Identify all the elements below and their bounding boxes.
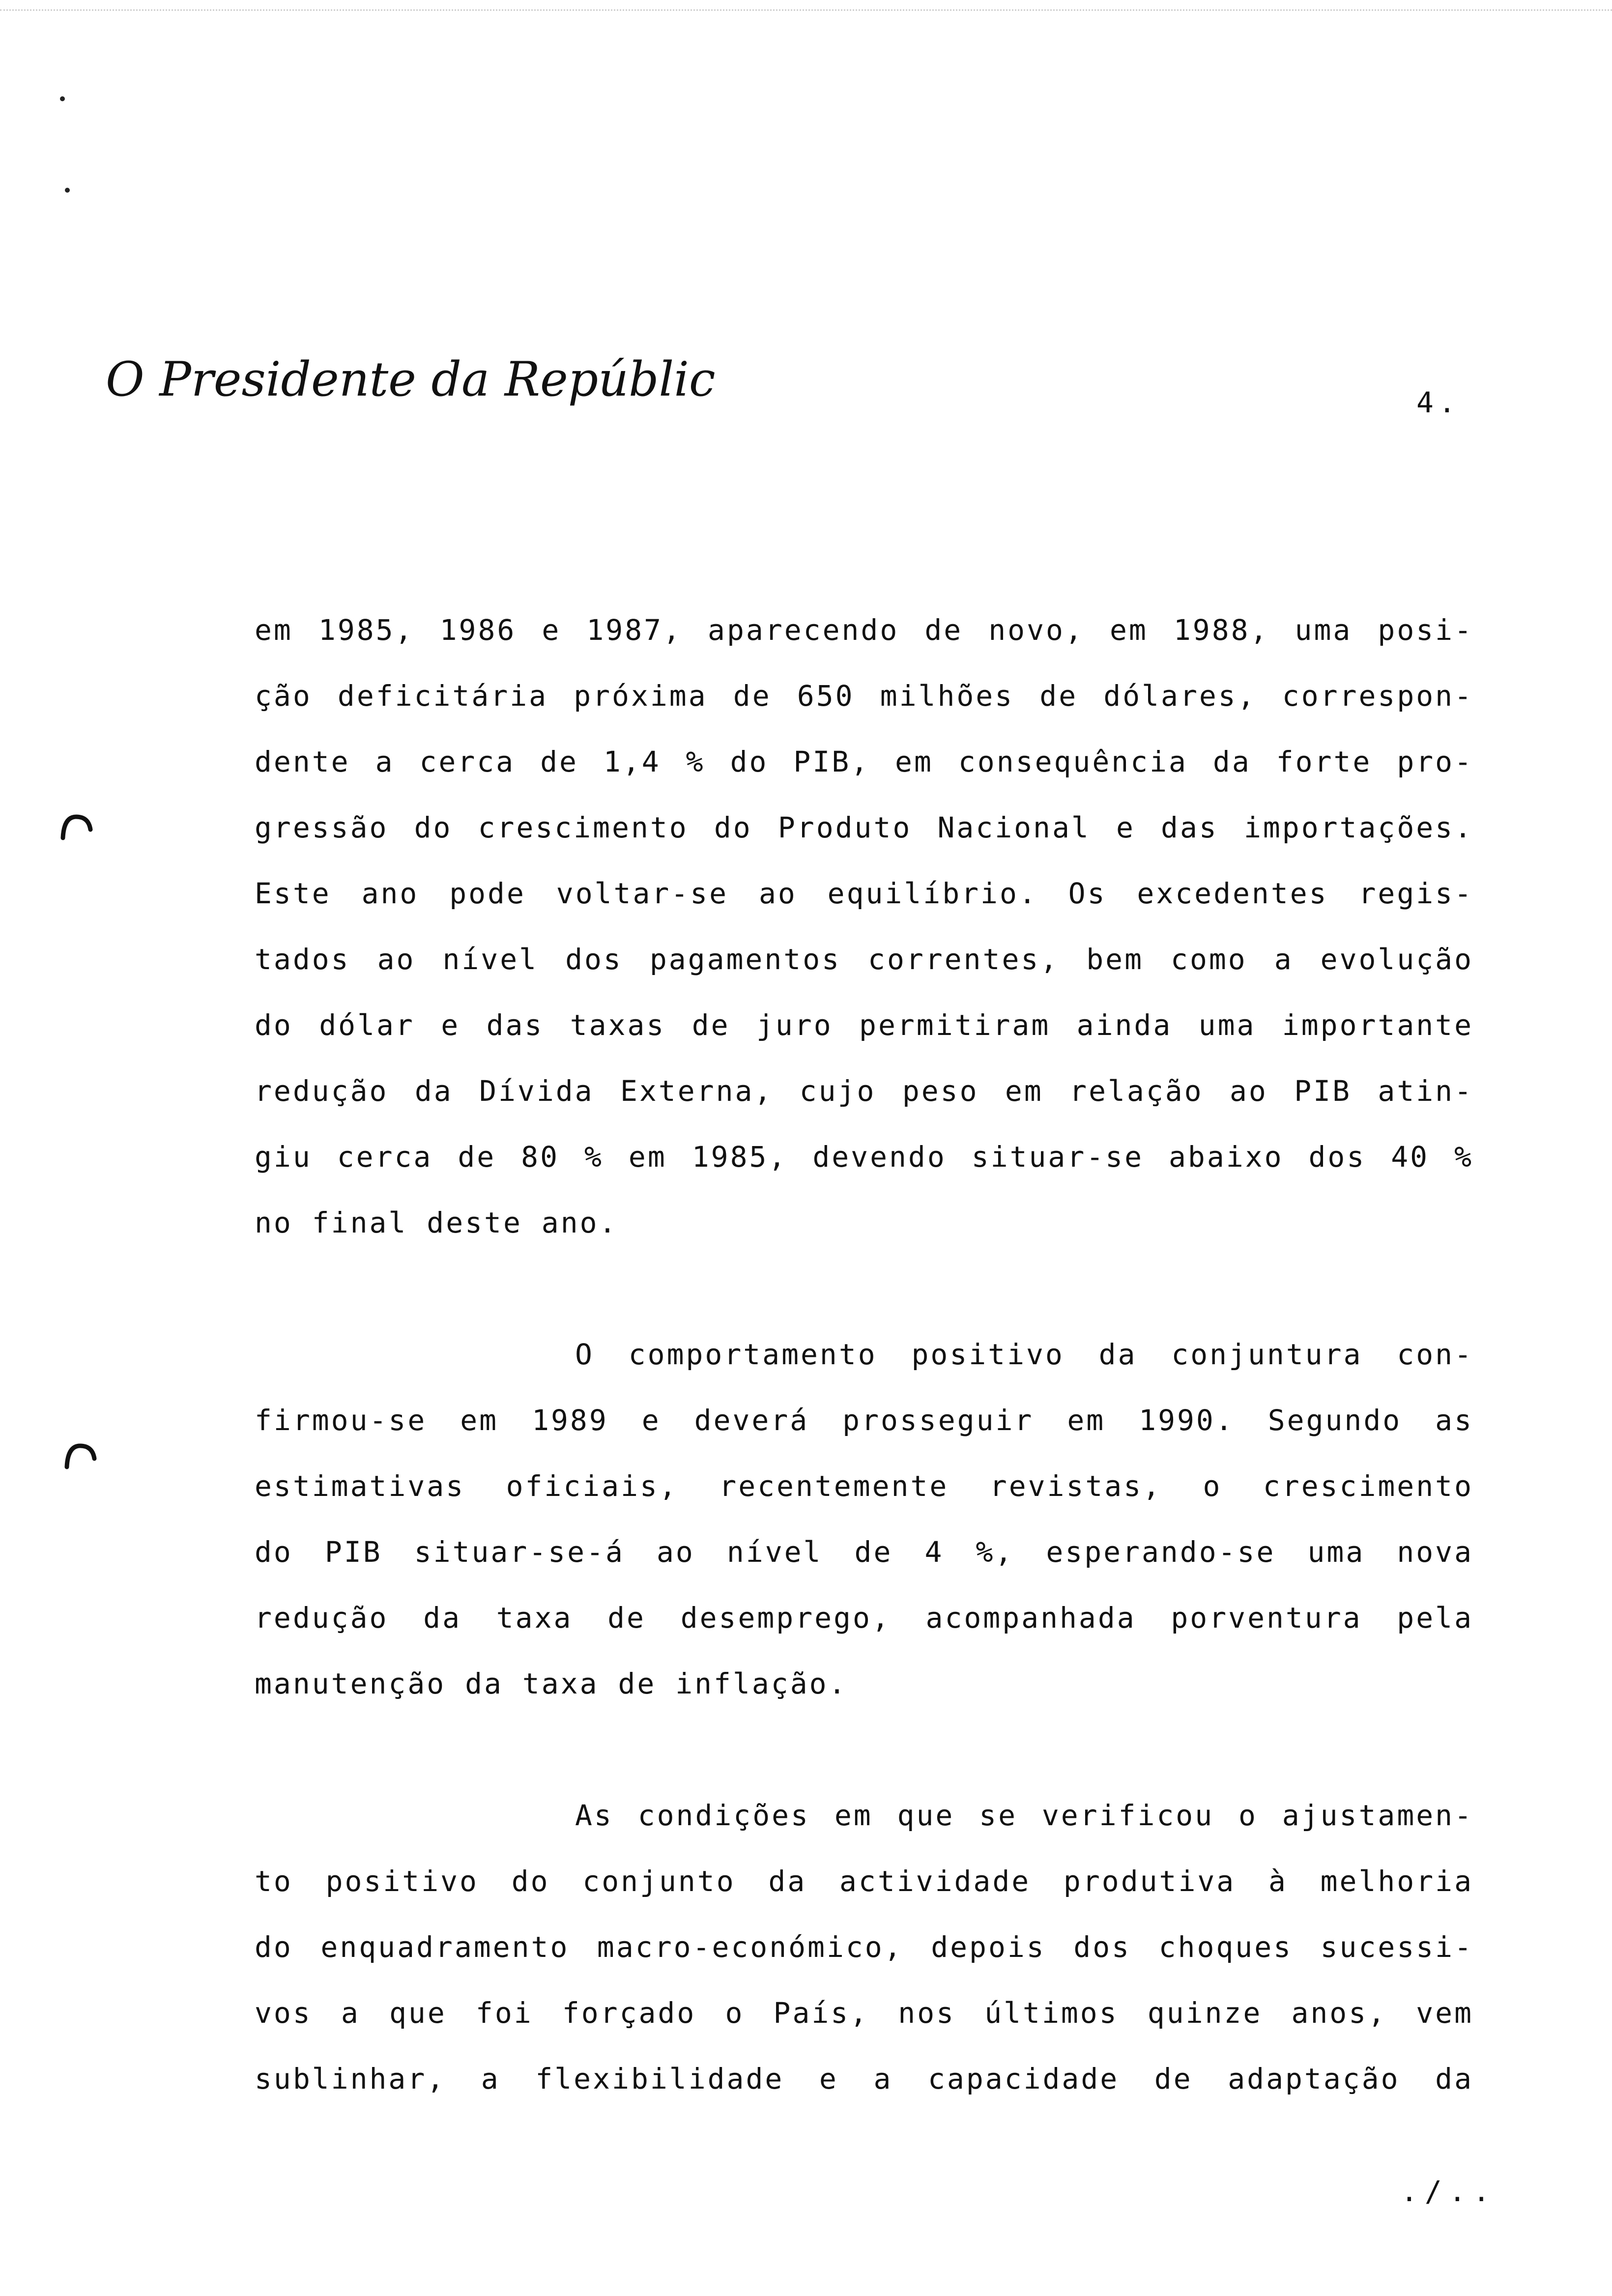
text-line: firmou-se em 1989 e deverá prosseguir em 1990. Segundo as [255,1404,1473,1437]
punch-hole-mark [59,811,93,845]
text-line: redução da Dívida Externa, cujo peso em relação ao PIB atin- [255,1074,1473,1108]
text-line: tados ao nível dos pagamentos correntes, bem como a evolução [255,943,1473,976]
text-line: dente a cerca de 1,4 % do PIB, em consequência da forte pro- [255,745,1473,778]
text-line: do PIB situar-se-á ao nível de 4 %, esperando-se uma nova [255,1535,1473,1569]
text-line: sublinhar, a flexibilidade e a capacidade de adaptação da [255,2062,1473,2095]
paragraph-3 [255,1782,1473,2112]
text-line: ção deficitária próxima de 650 milhões de dólares, correspon- [255,679,1473,713]
text-line: Este ano pode voltar-se ao equilíbrio. Os excedentes regis- [255,877,1473,910]
letter-body [255,597,1473,2112]
scan-speck [65,188,70,193]
text-line: redução da taxa de desemprego, acompanhada porventura pela [255,1601,1473,1635]
scan-speck [60,96,65,101]
text-line: manutenção da taxa de inflação. [255,1667,848,1700]
paragraph-gap [255,1717,1473,1782]
letterhead-title: O Presidente da República [106,352,715,407]
scan-top-border [0,0,1612,11]
text-line: do enquadramento macro-económico, depois dos choques sucessi- [255,1930,1473,1964]
text-line: giu cerca de 80 % em 1985, devendo situar-se abaixo dos 40 % [255,1140,1473,1174]
continuation-mark: ./.. [1401,2175,1497,2208]
text-line: vos a que foi forçado o País, nos últimos quinze anos, vem [255,1996,1473,2030]
paragraph-gap [255,1256,1473,1321]
text-line: em 1985, 1986 e 1987, aparecendo de novo, em 1988, uma posi- [255,613,1473,647]
text-line: no final deste ano. [255,1206,618,1239]
letterhead-script [101,344,715,418]
text-line: estimativas oficiais, recentemente revistas, o crescimento [255,1469,1473,1503]
text-line: gressão do crescimento do Produto Nacional e das importações. [255,811,1473,844]
punch-hole-mark [63,1440,97,1474]
paragraph-2 [255,1321,1473,1717]
page-number: 4. [1416,386,1461,419]
text-line: do dólar e das taxas de juro permitiram ainda uma importante [255,1008,1473,1042]
text-line: O comportamento positivo da conjuntura con- [575,1338,1473,1371]
text-line: As condições em que se verificou o ajustamen- [575,1799,1473,1832]
text-line: to positivo do conjunto da actividade produtiva à melhoria [255,1865,1473,1898]
paragraph-1 [255,597,1473,1256]
letterhead [101,344,715,418]
